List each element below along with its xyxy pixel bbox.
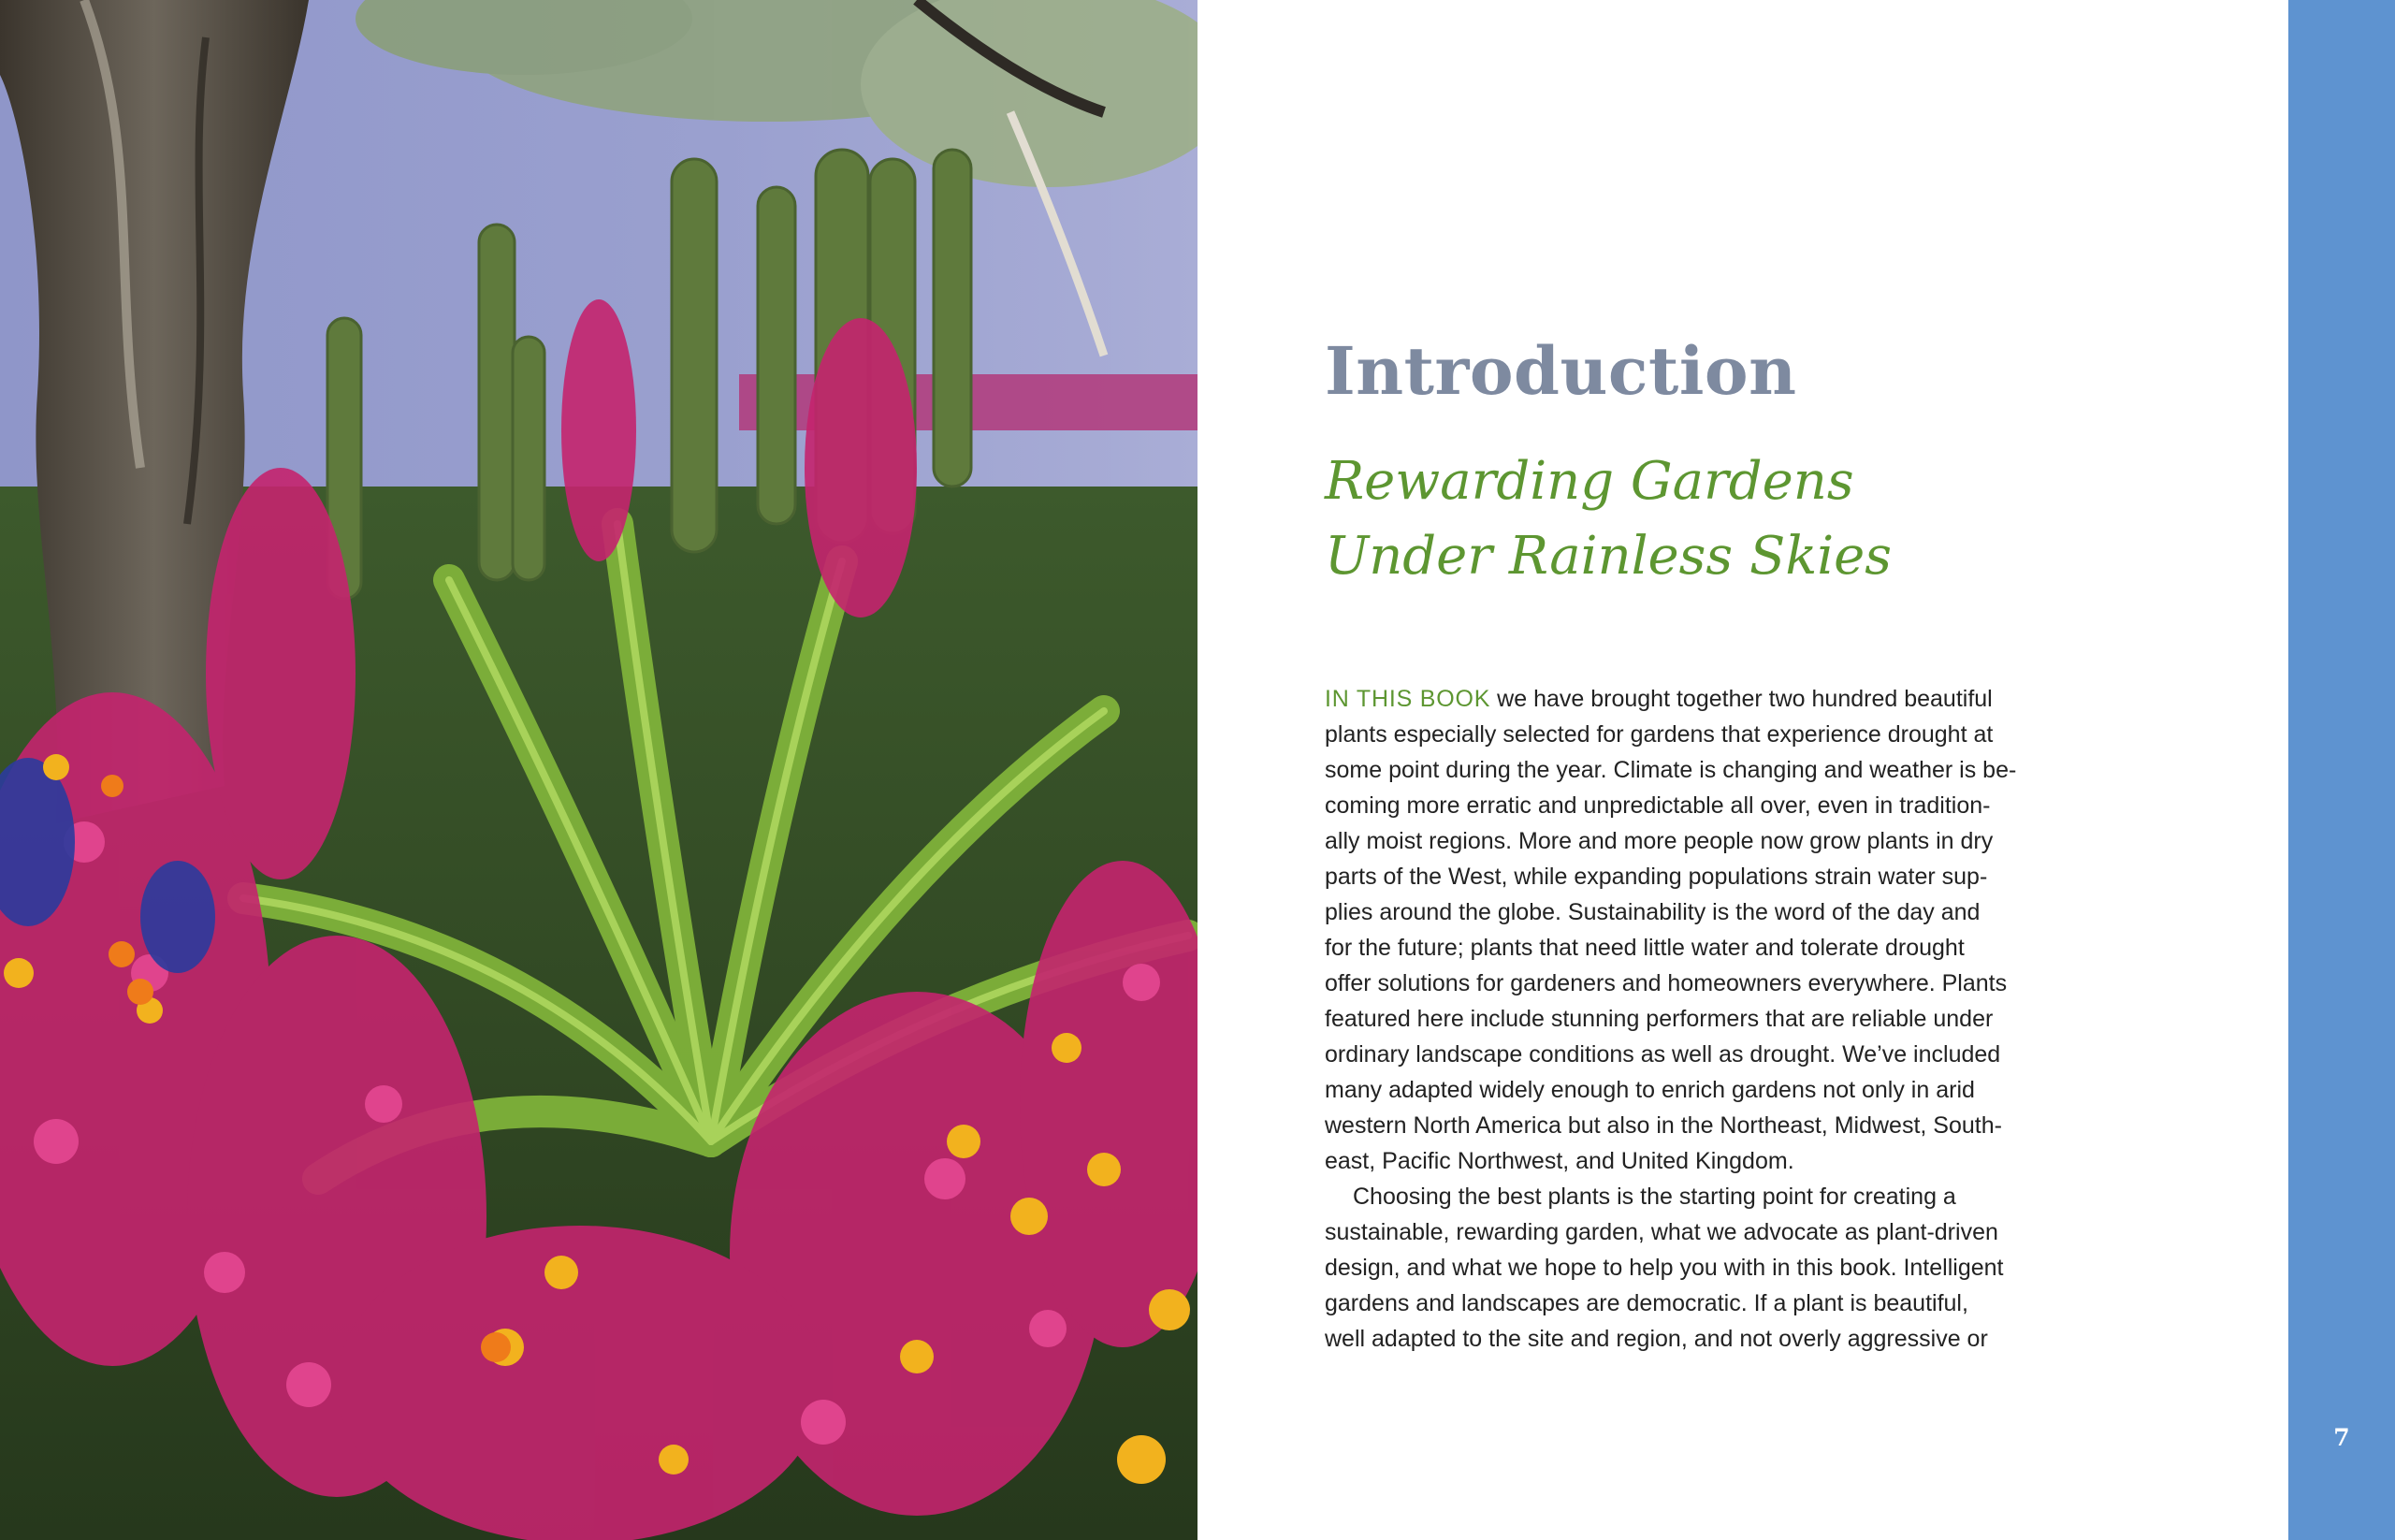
body-text <box>1325 681 2036 1357</box>
page-edge-sidebar <box>2288 0 2395 1540</box>
body-line: sustainable, rewarding garden, what we advocate as plant-driven <box>1325 1219 1998 1245</box>
chapter-subtitle <box>1325 444 1892 594</box>
body-line: ordinary landscape conditions as well as drought. We’ve included <box>1325 1041 2001 1068</box>
body-line: plants especially selected for gardens that experience drought at <box>1325 721 1994 748</box>
body-line: gardens and landscapes are democratic. If a plant is beautiful, <box>1325 1290 1968 1316</box>
body-line: western North America but also in the Northeast, Midwest, South- <box>1325 1112 2002 1139</box>
chapter-title: Introduction <box>1325 332 1797 410</box>
body-line: offer solutions for gardeners and homeowners everywhere. Plants <box>1325 970 2008 996</box>
lead-in: IN THIS BOOK <box>1325 686 1491 712</box>
body-line-rest: we have brought together two hundred beautiful <box>1490 686 1993 712</box>
body-line <box>1325 681 2036 717</box>
text-page <box>1198 0 2288 1540</box>
body-line: featured here include stunning performers that are reliable under <box>1325 1006 1994 1032</box>
body-line: design, and what we hope to help you with in this book. Intelligent <box>1325 1255 2004 1281</box>
body-line: well adapted to the site and region, and not overly aggressive or <box>1325 1326 1988 1352</box>
body-line: many adapted widely enough to enrich gardens not only in arid <box>1325 1077 1975 1103</box>
body-line: plies around the globe. Sustainability is the word of the day and <box>1325 899 1981 925</box>
body-line: some point during the year. Climate is changing and weather is be- <box>1325 757 2017 783</box>
body-line: for the future; plants that need little water and tolerate drought <box>1325 935 1965 961</box>
body-line: parts of the West, while expanding populations strain water sup- <box>1325 864 1988 890</box>
body-line: ally moist regions. More and more people now grow plants in dry <box>1325 828 1994 854</box>
body-line: coming more erratic and unpredictable all over, even in tradition- <box>1325 792 1991 819</box>
subtitle-line: Under Rainless Skies <box>1325 526 1893 587</box>
subtitle-line: Rewarding Gardens <box>1325 451 1854 512</box>
body-line: east, Pacific Northwest, and United Kingdom. <box>1325 1148 1794 1174</box>
body-line: Choosing the best plants is the starting point for creating a <box>1353 1184 1956 1210</box>
page-number: 7 <box>2333 1424 2350 1451</box>
